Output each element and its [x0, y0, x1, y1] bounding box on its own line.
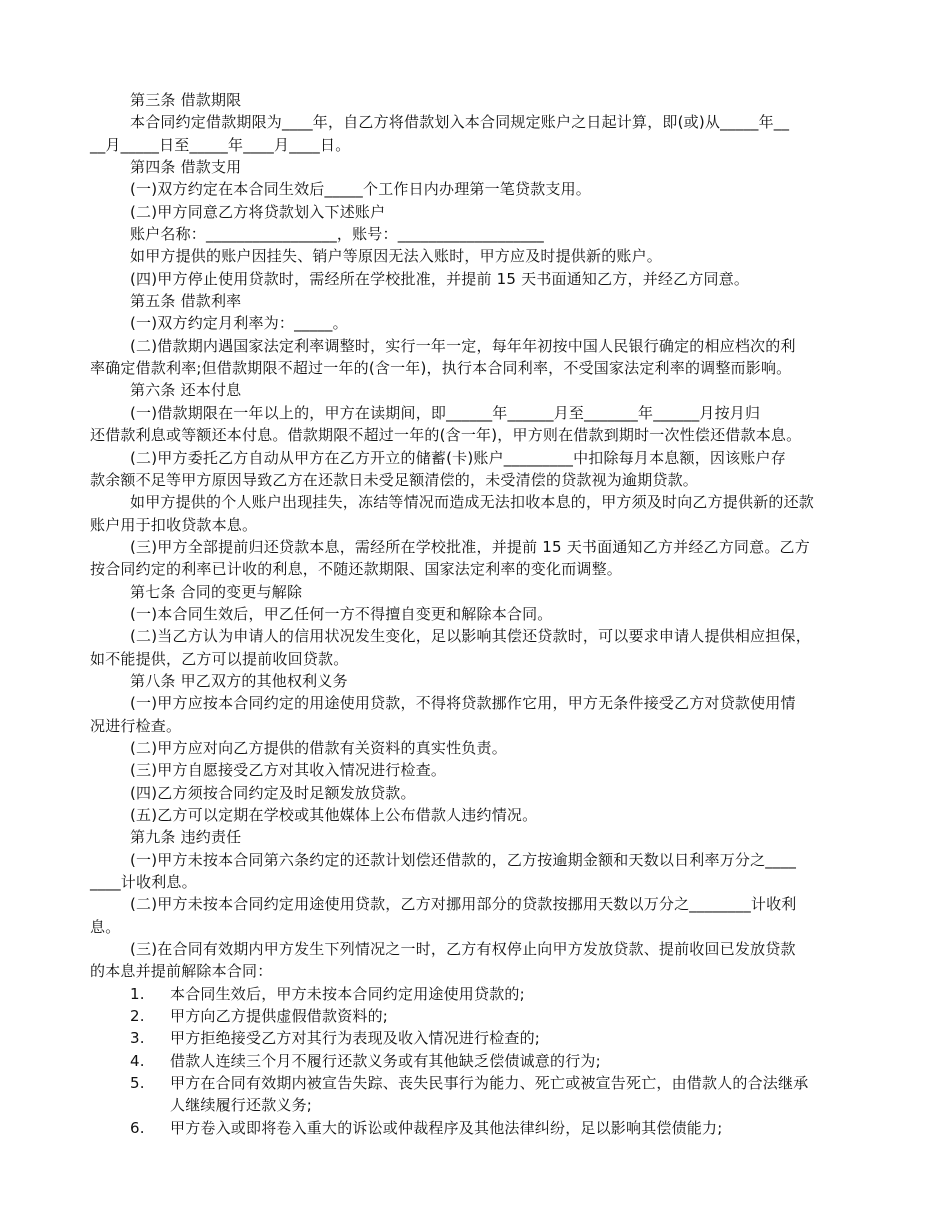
account-info-line: 账户名称：_________________，账号：___________________: [130, 225, 545, 244]
paragraph-line: (一)本合同生效后，甲乙任何一方不得擅自变更和解除本合同。: [130, 604, 553, 623]
list-item-number: 3.: [130, 1029, 145, 1048]
paragraph-line: (四)甲方停止使用贷款时，需经所在学校批准，并提前 15 天书面通知乙方，并经乙方同意。: [130, 269, 750, 288]
paragraph-line: (二)借款期内遇国家法定利率调整时，实行一年一定，每年年初按中国人民银行确定的相应档次的利: [130, 336, 796, 355]
paragraph-line: (一)甲方应按本合同约定的用途使用贷款，不得将贷款挪作它用，甲方无条件接受乙方对贷款使用情: [130, 694, 796, 713]
list-item-number: 4.: [130, 1051, 145, 1070]
paragraph-line: (二)甲方应对向乙方提供的借款有关资料的真实性负责。: [130, 738, 507, 757]
list-item-text: 甲方在合同有效期内被宣告失踪、丧失民事行为能力、死亡或被宣告死亡，由借款人的合法继承: [170, 1074, 809, 1093]
list-item-number: 1.: [130, 984, 145, 1003]
article-3-heading: 第三条 借款期限: [130, 91, 242, 109]
list-item-continuation: 人继续履行还款义务;: [170, 1096, 313, 1115]
article-5-heading: 第五条 借款利率: [130, 292, 242, 311]
article-9-heading: 第九条 违约责任: [130, 828, 242, 847]
paragraph-line: (三)甲方自愿接受乙方对其收入情况进行检查。: [130, 761, 447, 780]
list-item: [90, 1072, 866, 1094]
article-4-heading: 第四条 借款支用: [130, 158, 242, 177]
paragraph-line: (三)甲方全部提前归还贷款本息，需经所在学校批准，并提前 15 天书面通知乙方并经乙方同意。乙方: [130, 537, 810, 556]
list-item: [90, 1005, 866, 1027]
list-item-number: 2.: [130, 1007, 145, 1026]
paragraph-line: 率确定借款利率;但借款期限不超过一年的(含一年)，执行本合同利率，不受国家法定利率的调整而影响。: [90, 359, 792, 378]
list-item: [90, 1117, 866, 1139]
list-item-text: 甲方拒绝接受乙方对其行为表现及收入情况进行检查的;: [170, 1029, 541, 1048]
paragraph-line: (二)甲方未按本合同约定用途使用贷款，乙方对挪用部分的贷款按挪用天数以万分之________计收利: [130, 895, 797, 914]
paragraph-line: (四)乙方须按合同约定及时足额发放贷款。: [130, 783, 416, 802]
paragraph-line: (二)甲方委托乙方自动从甲方在乙方开立的储蓄(卡)账户_________中扣除每月本息额，因该账户存: [130, 448, 786, 467]
list-item-text: 借款人连续三个月不履行还款义务或有其他缺乏偿债诚意的行为;: [170, 1051, 601, 1070]
article-7-heading: 第七条 合同的变更与解除: [130, 582, 303, 601]
paragraph-line: 如甲方提供的个人账户出现挂失，冻结等情况而造成无法扣收本息的，甲方须及时向乙方提供新的还款: [130, 493, 815, 512]
paragraph-line: 还借款利息或等额还本付息。借款期限不超过一年的(含一年)，甲方则在借款到期时一次性偿还借款本息。: [90, 426, 802, 445]
paragraph-line: 如甲方提供的账户因挂失、销户等原因无法入账时，甲方应及时提供新的账户。: [130, 247, 663, 266]
list-item: [90, 1027, 866, 1049]
list-item-text: 甲方向乙方提供虚假借款资料的;: [170, 1007, 389, 1026]
paragraph-line: ____计收利息。: [90, 873, 197, 892]
paragraph-line: 的本息并提前解除本合同：: [90, 962, 273, 981]
list-item-text: 本合同生效后，甲方未按本合同约定用途使用贷款的;: [170, 984, 525, 1003]
paragraph-line: 按合同约定的利率已计收的利息，不随还款期限、国家法定利率的变化而调整。: [90, 560, 623, 579]
paragraph-line: (一)甲方未按本合同第六条约定的还款计划偿还借款的，乙方按逾期金额和天数以日利率万分之____: [130, 850, 797, 869]
list-item: [90, 1050, 866, 1072]
paragraph-line: 息。: [90, 917, 121, 936]
paragraph-line: (一)双方约定在本合同生效后_____个工作日内办理第一笔贷款支用。: [130, 180, 592, 199]
paragraph-line: (二)当乙方认为申请人的信用状况发生变化，足以影响其偿还贷款时，可以要求申请人提供相应担保，: [130, 627, 811, 646]
article-8-heading: 第八条 甲乙双方的其他权利义务: [130, 671, 348, 690]
paragraph-line: (一)双方约定月利率为：_____。: [130, 314, 348, 333]
paragraph-line: 账户用于扣收贷款本息。: [90, 515, 258, 534]
list-item-text: 甲方卷入或即将卷入重大的诉讼或仲裁程序及其他法律纠纷，足以影响其偿债能力;: [170, 1118, 723, 1137]
paragraph-line: 本合同约定借款期限为____年，自乙方将借款划入本合同规定账户之日起计算，即(或)从_____年__: [130, 113, 790, 132]
article-6-heading: 第六条 还本付息: [130, 381, 242, 400]
paragraph-line: (五)乙方可以定期在学校或其他媒体上公布借款人违约情况。: [130, 806, 538, 824]
list-item-number: 6.: [130, 1118, 145, 1137]
paragraph-line: 况进行检查。: [90, 716, 182, 735]
list-item: [90, 983, 866, 1005]
paragraph-line: __月_____日至_____年____月____日。: [90, 135, 351, 154]
paragraph-line: (二)甲方同意乙方将贷款划入下述账户: [130, 202, 386, 221]
paragraph-line: 款余额不足等甲方原因导致乙方在还款日未受足额清偿的，未受清偿的贷款视为逾期贷款。: [90, 470, 699, 489]
list-item-number: 5.: [130, 1074, 145, 1093]
paragraph-line: 如不能提供，乙方可以提前收回贷款。: [90, 649, 349, 668]
paragraph-line: (一)借款期限在一年以上的，甲方在读期间，即______年______月至_______年______月按月归: [130, 403, 761, 422]
contract-text: [90, 89, 866, 1139]
paragraph-line: (三)在合同有效期内甲方发生下列情况之一时，乙方有权停止向甲方发放贷款、提前收回已发放贷款: [130, 940, 796, 959]
